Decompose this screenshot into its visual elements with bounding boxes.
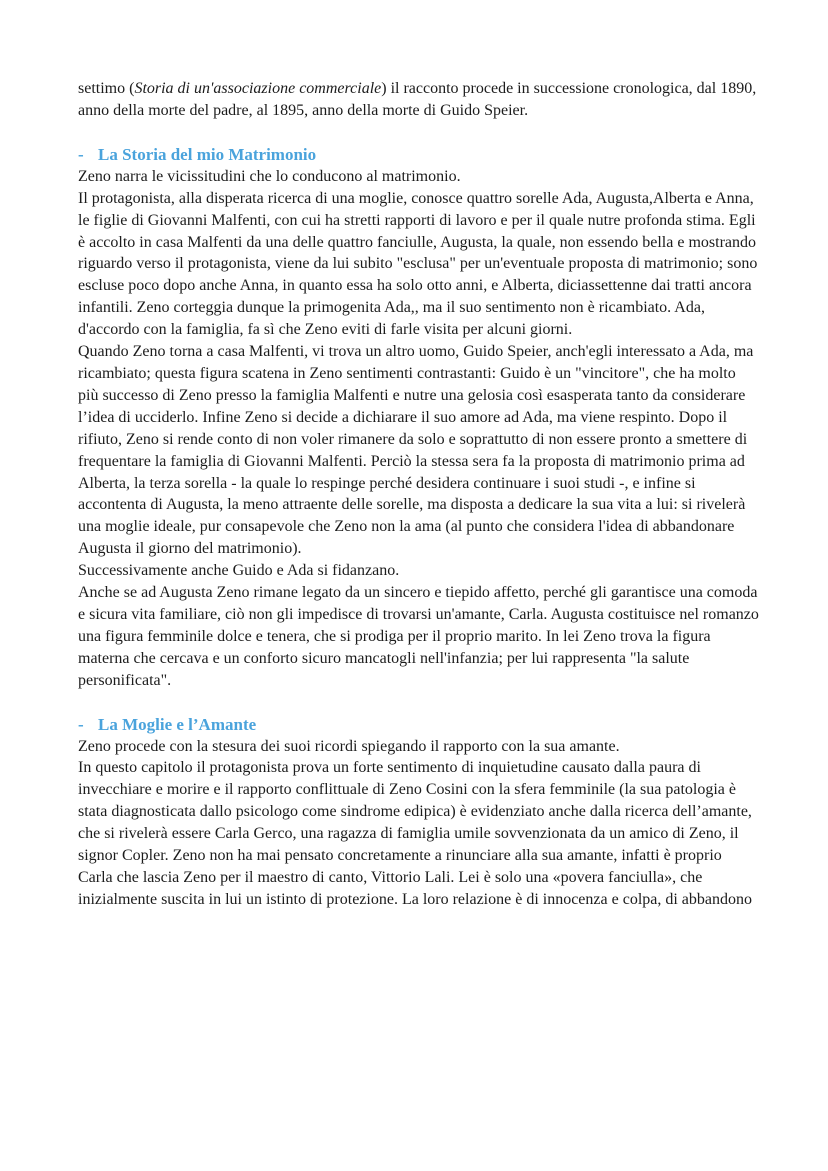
heading-title: La Storia del mio Matrimonio bbox=[98, 144, 317, 164]
section-heading-moglie-amante bbox=[78, 714, 760, 736]
paragraph: In questo capitolo il protagonista prova un forte sentimento di inquietudine causato dalla paura di invecchiare e morire e il rapporto conflittuale di Zeno Cosini con la sfera femminile (la sua patologia è stata diagnosticata dallo psicologo come sindrome edipica) è evidenziato anche dalla ricerca dell’amante, che si rivelerà essere Carla Gerco, una ragazza di famiglia umile sovvenzionata da un amico di Zeno, il signor Copler. Zeno non ha mai pensato concretamente a rinunciare alla sua amante, infatti è proprio Carla che lascia Zeno per il maestro di canto, Vittorio Lali. Lei è solo una «povera fanciulla», che inizialmente suscita in lui un istinto di protezione. La loro relazione è di innocenza e colpa, di abbandono bbox=[78, 759, 753, 908]
heading-dash: - bbox=[78, 144, 84, 164]
paragraph: Zeno procede con la stesura dei suoi ricordi spiegando il rapporto con la sua amante. bbox=[78, 737, 620, 755]
paragraph: Successivamente anche Guido e Ada si fidanzano. bbox=[78, 562, 400, 580]
paragraph: Zeno narra le vicissitudini che lo conducono al matrimonio. bbox=[78, 167, 461, 185]
heading-title: La Moglie e l’Amante bbox=[98, 714, 257, 734]
paragraph: Il protagonista, alla disperata ricerca di una moglie, conosce quattro sorelle Ada, Augusta,Alberta e Anna, le figlie di Giovanni Malfenti, con cui ha stretti rapporti di lavoro e per il quale nutre profonda stima. Egli è accolto in casa Malfenti da una delle quattro fanciulle, Augusta, la quale, non essendo bella e mostrando riguardo verso il protagonista, viene da lui subito "esclusa" per un'eventuale proposta di matrimonio; sono escluse poco dopo anche Anna, in quanto essa ha solo otto anni, e Alberta, diciassettenne dai tratti ancora infantili. Zeno corteggia dunque la primogenita Ada,, ma il suo sentimento non è ricambiato. Ada, d'accordo con la famiglia, fa sì che Zeno eviti di farle visita per alcuni giorni. bbox=[78, 189, 758, 339]
heading-dash: - bbox=[78, 714, 84, 734]
section-heading-matrimonio bbox=[78, 144, 760, 166]
intro-text-end: ) il racconto procede in successione cronologica, dal 1890, anno della morte del padre, al 1895, anno della morte di Guido Speier. bbox=[78, 80, 757, 119]
document-page bbox=[78, 78, 760, 911]
paragraph: Quando Zeno torna a casa Malfenti, vi trova un altro uomo, Guido Speier, anch'egli interessato a Ada, ma ricambiato; questa figura scatena in Zeno sentimenti contrastanti: Guido è un "vincitore", che ha molto più successo di Zeno presso la famiglia Malfenti e nutre una gelosia così esasperata tanto da considerare l’idea di ucciderlo. Infine Zeno si decide a dichiarare il suo amore ad Ada, ma viene respinto. Dopo il rifiuto, Zeno si rende conto di non voler rimanere da solo e soprattutto di non essere pronto a smettere di frequentare la famiglia di Giovanni Malfenti. Perciò la stessa sera fa la proposta di matrimonio prima ad Alberta, la terza sorella - la quale lo respinge perché desidera continuare i suoi studi -, e infine si accontenta di Augusta, la meno attraente delle sorelle, ma disposta a dedicare la sua vita a lui: si rivelerà una moglie ideale, pur consapevole che Zeno non la ama (al punto che considera l'idea di abbandonare Augusta il giorno del matrimonio). bbox=[78, 343, 754, 558]
chapter-title-italic: Storia di un'associazione commerciale bbox=[134, 80, 382, 97]
paragraph: Anche se ad Augusta Zeno rimane legato da un sincero e tiepido affetto, perché gli garantisce una comoda e sicura vita familiare, ciò non gli impedisce di trovarsi un'amante, Carla. Augusta costituisce nel romanzo una figura femminile dolce e tenera, che si prodiga per il proprio marito. In lei Zeno trova la figura materna che cercava e un conforto sicuro mancatogli nell'infanzia; per lui rappresenta "la salute personificata". bbox=[78, 584, 759, 689]
intro-paragraph bbox=[78, 78, 760, 122]
intro-text-start: settimo ( bbox=[78, 80, 135, 97]
